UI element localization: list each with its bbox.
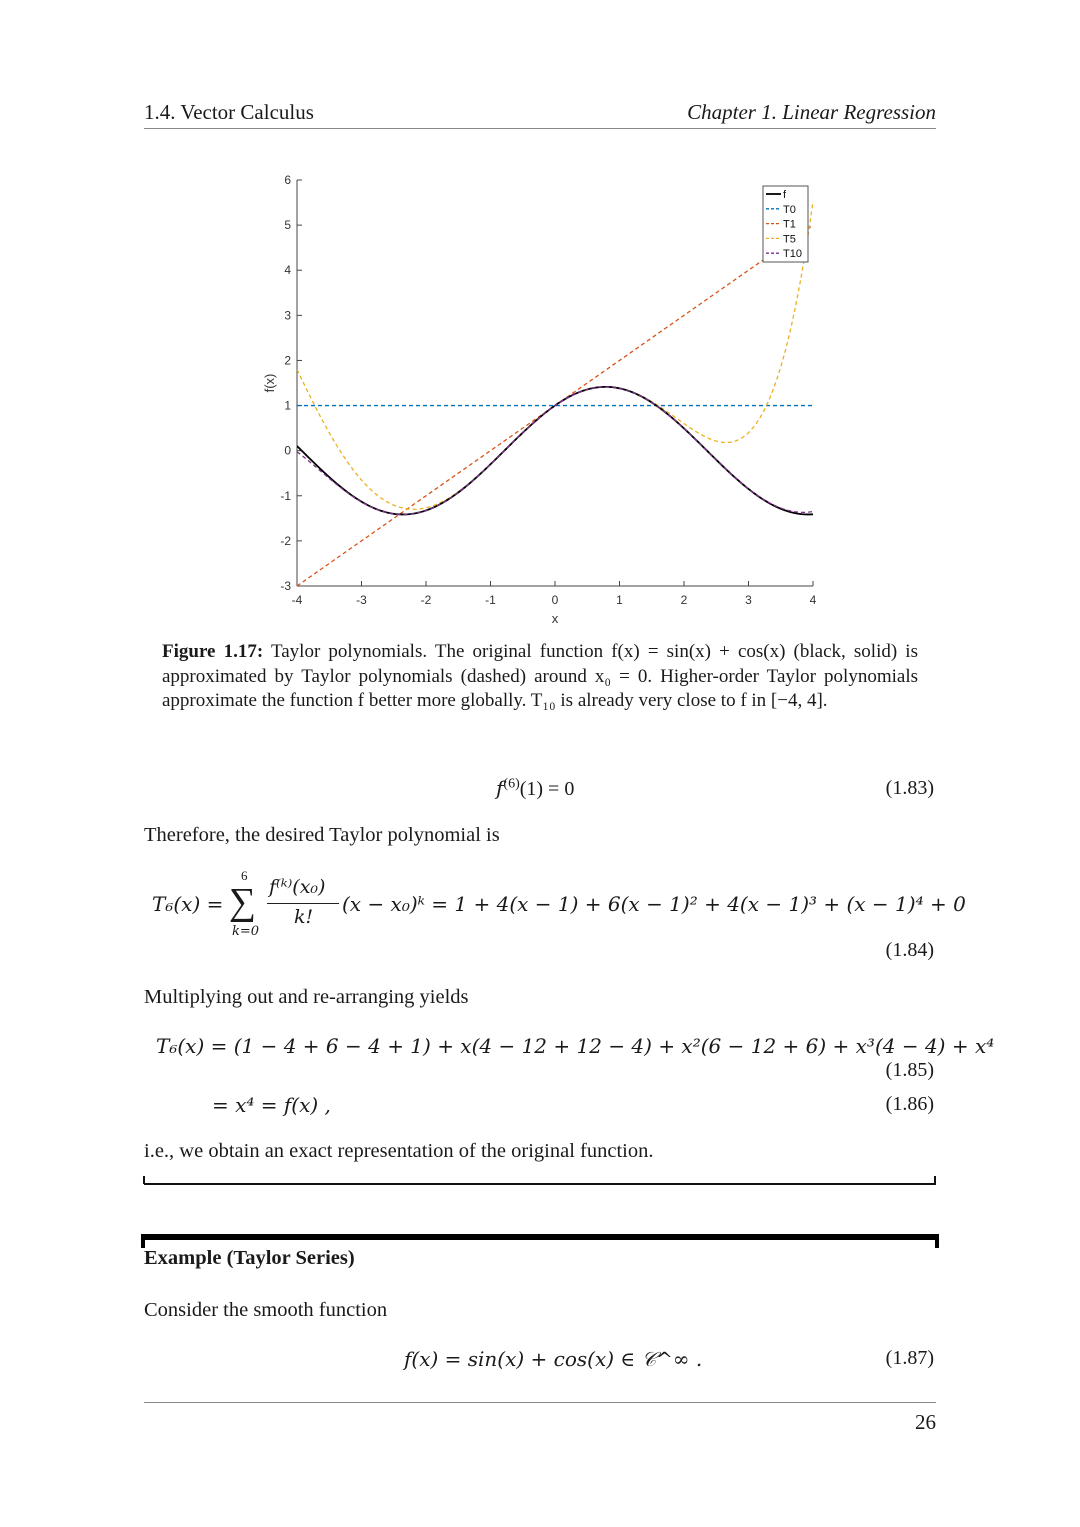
example-box-bottom-rule — [144, 1183, 936, 1185]
example-box-top-corner-left — [141, 1234, 145, 1248]
fraction-bar — [267, 903, 339, 904]
x-tick-label: 2 — [680, 593, 688, 607]
footer-rule — [144, 1402, 936, 1403]
example-box-corner-right — [934, 1176, 936, 1184]
y-tick-label: 6 — [284, 173, 291, 187]
figure-caption-text: Taylor polynomials. The original function f(x) = sin(x) + cos(x) (black, solid) is approximated by Taylor polynomials (dashed) around x₀ = 0. Higher-order Taylor polynomials approximate the function f better more globally. T₁₀ is already very close to f in [−4, 4]. — [162, 641, 918, 711]
equation-number-1-84: (1.84) — [885, 939, 934, 961]
running-header-section: 1.4. Vector Calculus — [144, 100, 314, 124]
example-title: Example (Taylor Series) — [144, 1247, 355, 1269]
equation-1-87: f(x) = sin(x) + cos(x) ∈ 𝒞^∞ . — [404, 1347, 703, 1371]
example-text: Consider the smooth function — [144, 1299, 388, 1321]
x-tick-label: 0 — [551, 593, 559, 607]
x-tick-label: -1 — [485, 593, 496, 607]
y-tick-label: 3 — [284, 308, 291, 323]
x-tick-label: -3 — [356, 593, 367, 607]
equation-number-1-86: (1.86) — [885, 1093, 934, 1115]
paragraph-exact-representation: i.e., we obtain an exact representation of the original function. — [144, 1140, 654, 1162]
example-box-top-rule — [141, 1234, 939, 1240]
equation-number-1-85: (1.85) — [885, 1059, 934, 1081]
legend-entry-t10: T10 — [783, 248, 802, 261]
y-tick-label: 0 — [284, 443, 291, 458]
x-tick-label: -2 — [420, 593, 432, 607]
figure-label: Figure 1.17: — [162, 641, 264, 662]
equation-number-1-87: (1.87) — [885, 1347, 934, 1369]
equation-1-86: = x⁴ = f(x) , — [212, 1093, 331, 1117]
x-tick-label: 3 — [745, 593, 752, 607]
figure-caption — [162, 640, 918, 714]
example-box-corner-left — [143, 1176, 145, 1184]
y-tick-label: 2 — [284, 353, 291, 368]
equation-number-1-83: (1.83) — [885, 777, 934, 799]
y-tick-label: -1 — [280, 488, 291, 503]
legend-entry-t0: T0 — [783, 203, 796, 216]
y-tick-label: 1 — [284, 398, 291, 413]
legend-entry-t5: T5 — [783, 233, 796, 246]
y-tick-label: -2 — [280, 533, 291, 548]
paragraph-multiplying-out: Multiplying out and re-arranging yields — [144, 986, 469, 1008]
example-box-top-corner-right — [935, 1234, 939, 1248]
y-axis-label: f(x) — [262, 373, 277, 393]
equation-1-85: T₆(x) = (1 − 4 + 6 − 4 + 1) + x(4 − 12 + 12 − 4) + x²(6 − 12 + 6) + x³(4 − 4) + x⁴ — [156, 1034, 995, 1058]
y-tick-label: 4 — [284, 263, 291, 278]
taylor-chart — [240, 165, 840, 630]
legend-entry-t1: T1 — [783, 218, 796, 231]
y-tick-label: 5 — [284, 218, 291, 233]
running-header-chapter: Chapter 1. Linear Regression — [687, 100, 936, 124]
x-tick-label: 1 — [616, 593, 623, 607]
page-number: 26 — [915, 1410, 936, 1434]
x-axis-label: x — [551, 611, 559, 626]
y-tick-label: -3 — [280, 579, 291, 593]
series-t5 — [297, 201, 813, 509]
equation-1-83: $f^{(6)}(1) = 0$ — [496, 776, 575, 800]
equation-1-84: T₆(x) = 6 ∑ k=0 f⁽ᵏ⁾(x₀) k! (x − x₀)ᵏ = 1 + 4(x − 1) + 6(x − 1)² + 4(x − 1)³ + (x − 1)⁴ + 0 — [152, 868, 966, 939]
legend-entry-f: f — [783, 189, 787, 201]
sum-symbol: ∑ — [229, 881, 257, 923]
header-rule — [144, 128, 936, 129]
x-tick-label: -4 — [291, 593, 303, 607]
paragraph-taylor-polynomial: Therefore, the desired Taylor polynomial is — [144, 824, 500, 846]
x-tick-label: 4 — [809, 593, 817, 607]
